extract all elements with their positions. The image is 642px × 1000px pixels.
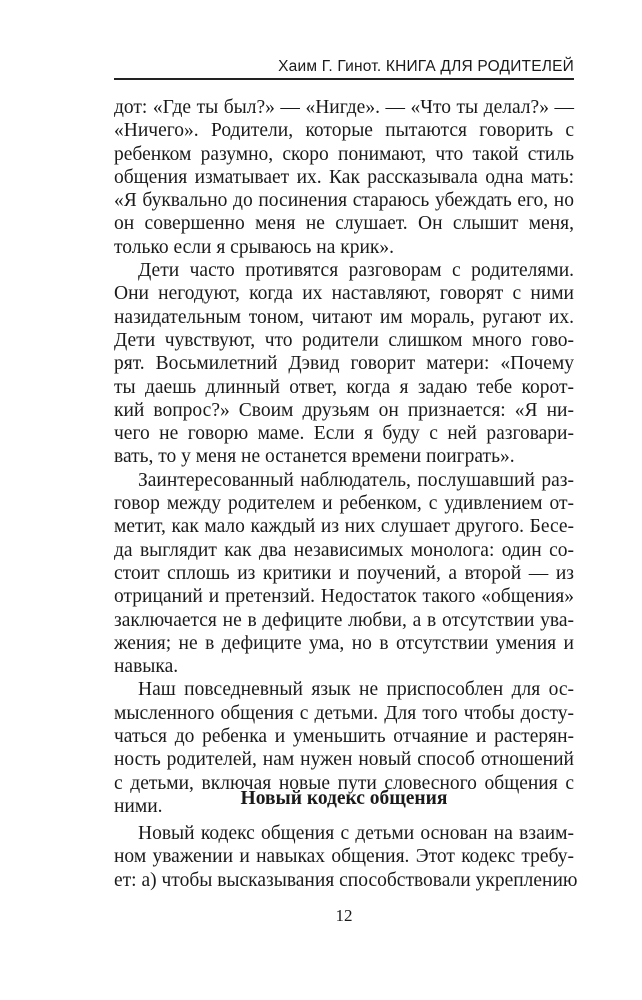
text-line: Заинтересованный наблюдатель, послушавший раз-: [138, 469, 574, 491]
text-line: «Ничего». Родители, которые пытаются говорить с: [114, 120, 574, 142]
page-number: 12: [335, 906, 353, 925]
text-line: мысленного общения с детьми. Для того чтобы досту-: [114, 702, 574, 724]
text-line: ность родителей, нам нужен новый способ отношений: [114, 749, 574, 771]
text-line: чаться до ребенка и уменьшить отчаяние и растерян-: [114, 726, 574, 748]
text-line: отрицаний и претензий. Недостаток такого «общения»: [114, 586, 574, 608]
body-text: [114, 96, 574, 818]
text-line: ними.: [114, 795, 163, 817]
text-line: с детьми, включая новые пути словесного общения с: [114, 772, 574, 794]
text-line: назидательным тоном, читают им мораль, ругают их.: [114, 306, 574, 328]
text-line: рят. Восьмилетний Дэвид говорит матери: «Почему: [114, 353, 574, 375]
text-line: стоит сплошь из критики и поучений, а второй — из: [114, 562, 574, 584]
text-line: говор между родителем и ребенком, с удивлением от-: [114, 493, 574, 515]
text-line: Дети чувствуют, что родители слишком много гово-: [114, 329, 574, 351]
text-line: общения изматывает их. Как рассказывала одна мать:: [114, 166, 574, 188]
text-line: Новый кодекс общения с детьми основан на взаим-: [138, 823, 574, 844]
text-line: навыка.: [114, 656, 179, 678]
text-line: жения; не в дефиците ума, но в отсутствии умения и: [114, 632, 574, 654]
text-line: ет: а) чтобы высказывания способствовали укреплению: [114, 869, 578, 891]
text-line: заключается не в дефиците любви, а в отсутствии ува-: [114, 609, 574, 631]
paragraph-1: [114, 96, 574, 259]
text-line: Дети часто противятся разговорам с родителями.: [138, 260, 574, 282]
text-line: кий вопрос?» Своим друзьям он признается: «Я ни-: [114, 399, 574, 421]
text-line: чего не говорю маме. Если я буду с ней разговари-: [114, 423, 574, 445]
text-line: он совершенно меня не слушает. Он слышит меня,: [114, 213, 574, 235]
section-heading: Новый кодекс общения: [240, 788, 448, 809]
text-line: да выглядит как два независимых монолога: один со-: [114, 539, 574, 561]
text-line: Они негодуют, когда их наставляют, говорят с ними: [114, 283, 574, 305]
text-line: Наш повседневный язык не приспособлен для ос-: [138, 679, 574, 701]
paragraph-3: [114, 469, 574, 679]
header-rule: [114, 78, 574, 80]
text-line: «Я буквально до посинения стараюсь убеждать его, но: [114, 190, 574, 212]
text-line: ребенком разумно, скоро понимают, что такой стиль: [114, 143, 574, 165]
text-line: метит, как мало каждый из них слушает другого. Бесе-: [114, 516, 574, 538]
text-line: вать, то у меня не останется времени поиграть».: [114, 446, 515, 468]
running-header: Хаим Г. Гинот. КНИГА ДЛЯ РОДИТЕЛЕЙ: [278, 58, 574, 75]
text-line: ном уважении и навыках общения. Этот кодекс требу-: [114, 846, 574, 868]
section-paragraph: [114, 822, 578, 892]
text-line: только если я срываюсь на крик».: [114, 236, 394, 258]
text-line: ты даешь длинный ответ, когда я задаю тебе корот-: [114, 376, 574, 398]
text-line: дот: «Где ты был?» — «Нигде». — «Что ты делал?» —: [114, 97, 574, 118]
paragraph-2: [114, 259, 574, 469]
